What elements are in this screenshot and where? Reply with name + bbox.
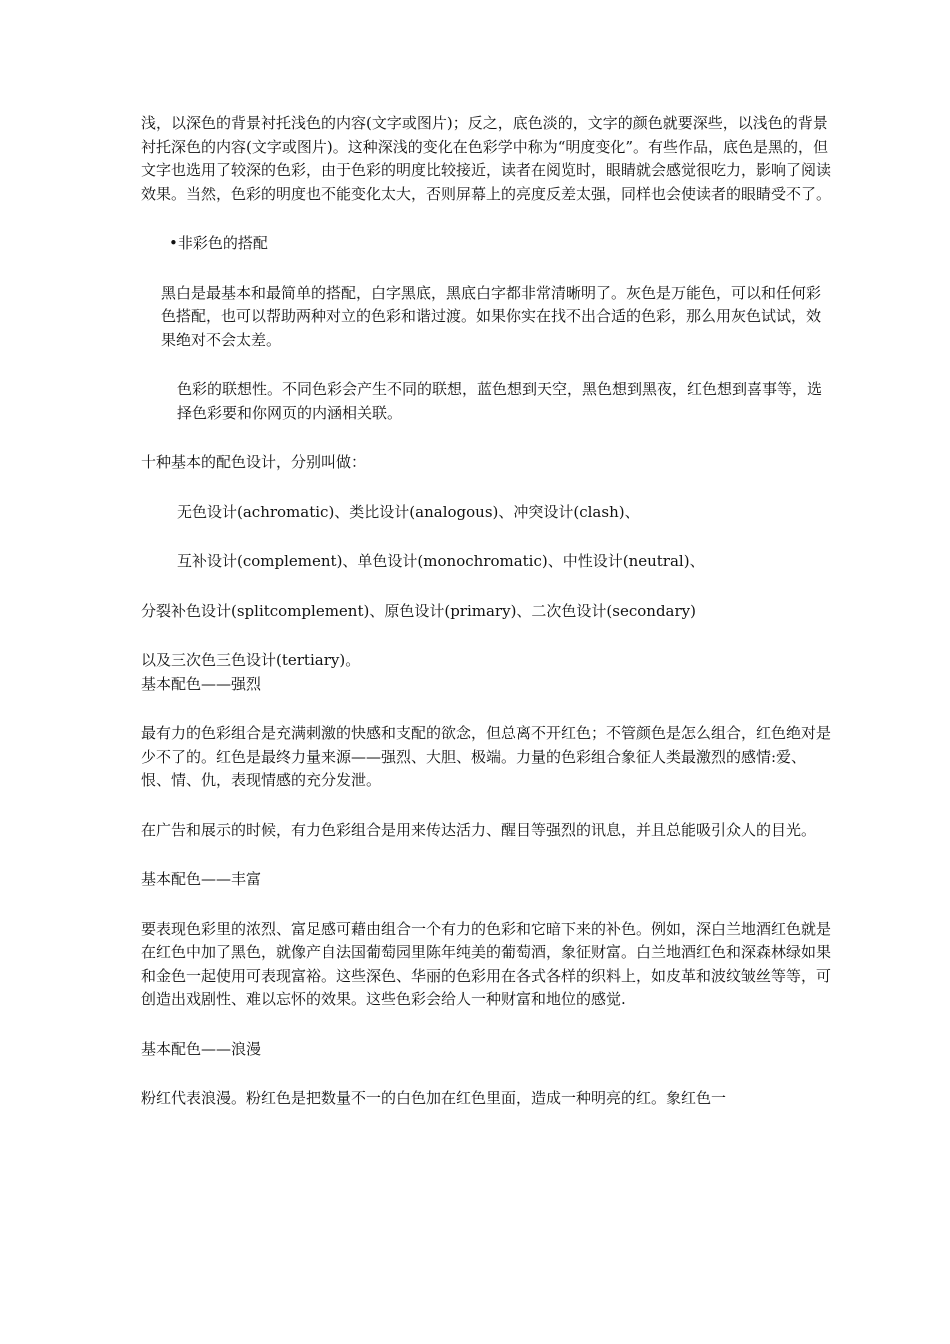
paragraph-lightness-contrast: 浅，以深色的背景衬托浅色的内容(文字或图片)；反之，底色淡的，文字的颜色就要深些，以浅色的背景衬托深色的内容(文字或图片)。这种深浅的变化在色彩学中称为“明度变化”。有些作品，底色是黑的，但文字也选用了较深的色彩，由于色彩的明度比较接近，读者在阅览时，眼睛就会感觉很吃力，影响了阅读效果。当然，色彩的明度也不能变化太大，否则屏幕上的亮度反差太强，同样也会使读者的眼睛受不了。: [141, 114, 832, 203]
paragraph-strong-red: 最有力的色彩组合是充满刺激的快感和支配的欲念，但总离不开红色；不管颜色是怎么组合，红色绝对是少不了的。红色是最终力量来源——强烈、大胆、极端。力量的色彩组合象征人类最激烈的感情:爱、恨、情、仇，表现情感的充分发泄。: [141, 724, 832, 789]
scheme-list-line-4: 以及三次色三色设计(tertiary)。: [141, 651, 361, 669]
paragraph-strong-advertising: 在广告和展示的时候，有力色彩组合是用来传达活力、醒目等强烈的讯息，并且总能吸引众人的目光。: [141, 820, 817, 839]
scheme-list-line-1: 无色设计(achromatic)、类比设计(analogous)、冲突设计(clash)、: [177, 502, 640, 521]
paragraph-black-white-gray: 黑白是最基本和最简单的搭配，白字黑底，黑底白字都非常清晰明了。灰色是万能色，可以和任何彩色搭配，也可以帮助两种对立的色彩和谐过渡。如果你实在找不出合适的色彩，那么用灰色试试，效果绝对不会太差。: [161, 283, 822, 349]
heading-rich: 基本配色——丰富: [141, 870, 262, 888]
document-body: [141, 112, 831, 1111]
scheme-list-line-3: 分裂补色设计(splitcomplement)、原色设计(primary)、二次色设计(secondary): [141, 601, 696, 620]
paragraph-color-association: 色彩的联想性。不同色彩会产生不同的联想，蓝色想到天空，黑色想到黑夜，红色想到喜事等，选择色彩要和你网页的内涵相关联。: [177, 380, 823, 422]
paragraph-rich-burgundy: 要表现色彩里的浓烈、富足感可藉由组合一个有力的色彩和它暗下来的补色。例如，深白兰地酒红色就是在红色中加了黑色，就像产自法国葡萄园里陈年纯美的葡萄酒，象征财富。白兰地酒红色和深森林绿如果和金色一起使用可表现富裕。这些深色、华丽的色彩用在各式各样的织料上，如皮革和波纹皱丝等等，可创造出戏剧性、难以忘怀的效果。这些色彩会给人一种财富和地位的感觉.: [141, 919, 832, 1008]
heading-achromatic-matching: •非彩色的搭配: [169, 234, 268, 252]
paragraph-romantic-pink: 粉红代表浪漫。粉红色是把数量不一的白色加在红色里面，造成一种明亮的红。象红色一: [141, 1089, 727, 1107]
paragraph-ten-color-schemes: 十种基本的配色设计，分别叫做：: [141, 453, 367, 471]
scheme-list-line-2: 互补设计(complement)、单色设计(monochromatic)、中性设计(neutral)、: [177, 552, 705, 570]
heading-romantic: 基本配色——浪漫: [141, 1039, 262, 1058]
heading-strong: 基本配色——强烈: [141, 674, 262, 693]
